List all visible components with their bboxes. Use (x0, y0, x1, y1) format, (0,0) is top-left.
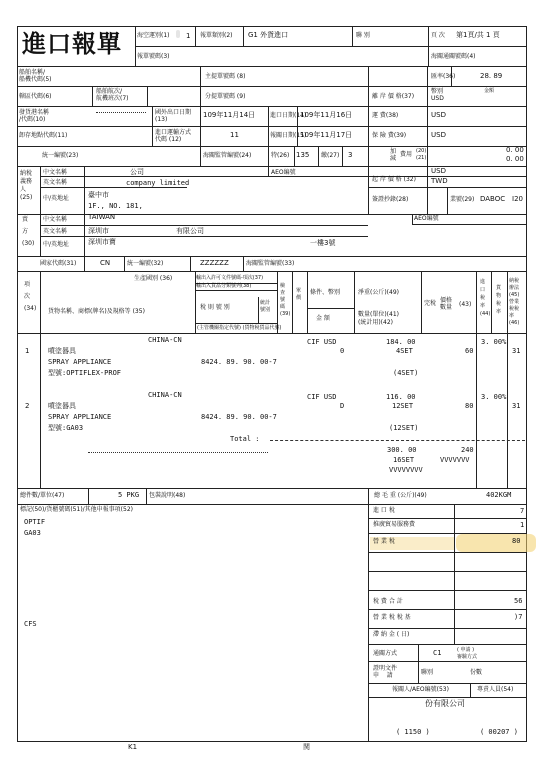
pkg-desc-label: 包裝說明(48) (149, 492, 186, 499)
importer-label: 納稅 義務 人 (25) (20, 170, 33, 201)
total-qty: 16SET (393, 456, 415, 464)
item-2-vat: 31 (512, 402, 521, 410)
item-2-name-en: SPRAY APPLIANCE (48, 413, 112, 421)
trade-fee-value: 1 (520, 521, 525, 529)
dest-label: 卸存地點代碼(11) (19, 132, 68, 139)
item-2-value: 80 (465, 402, 474, 410)
late-fee-label: 滯 納 金 ( 日) (373, 631, 410, 638)
pkg-value: 5 PKG (118, 491, 140, 499)
cfs-mark: CFS (24, 620, 37, 628)
terms-amount-label: 金額 (484, 88, 495, 94)
insure-label: 保 險 費(39) (372, 132, 407, 139)
country-value: CN (100, 259, 111, 267)
aeo-label: AEO編號 (271, 169, 296, 176)
duty-label: 進 口 稅 (373, 507, 395, 514)
net-header: 淨重(公斤)(49) (358, 289, 399, 296)
transport-value: 11 (230, 131, 239, 139)
total-qty-stat: VVVVVVVV (389, 466, 423, 474)
broker-label: 業號(29) (450, 196, 475, 203)
vat-highlight (456, 534, 536, 552)
seller-addr-value-2: 一樓3號 (310, 239, 336, 247)
proof-value-2: 份數 (470, 669, 483, 676)
import-date-label: 進口日期(14) (270, 112, 307, 119)
foot-note-header: (主管機關指定代號) (貨物稅貨品代號) (197, 325, 282, 331)
page-value: 第1頁/共 1 頁 (456, 31, 500, 39)
item-2-no: 2 (25, 402, 30, 410)
add-value-2: 0. 00 (506, 155, 524, 163)
broker-number: I20 (512, 195, 523, 203)
origin-header: 生產國別 (36) (134, 275, 173, 282)
page-label: 頁 次 (431, 32, 445, 39)
item-1-net: 184. 00 (386, 338, 416, 346)
terms-currency: 幣別 USD (431, 88, 444, 102)
seller-addr-value-1: 深圳市寶 (88, 238, 116, 246)
qty-header: 數量(單位)(41) (統計用)(42) (358, 311, 399, 326)
cn-addr-label: 中/英地址 (43, 195, 70, 202)
item-1-name-en: SPRAY APPLIANCE (48, 358, 112, 366)
broker-aeo-label: 報關人/AEO編號(53) (392, 686, 449, 693)
officer-label: 專責人員(54) (477, 686, 514, 693)
tax-total-label: 稅 費 合 計 (373, 598, 403, 605)
transport-label: 進口運輸方式 代碼 (12) (155, 129, 192, 143)
gross-value: 402KGM (486, 491, 512, 499)
seller-en-value-2: 有限公司 (176, 227, 204, 235)
stat-header: 統計 號別 (260, 300, 271, 313)
pkg-label: 總件數/單位(47) (20, 492, 65, 499)
vat-value: 80 (512, 537, 521, 545)
item-1-name-cn: 噴塗器具 (48, 347, 76, 355)
link-label: 聯 別 (356, 32, 370, 39)
add-codes: (20) (21) (416, 148, 427, 161)
amount-header: 金 額 (316, 315, 330, 322)
seller-addr-label: 中/英地址 (43, 241, 70, 248)
seller-en-label: 英文名稱 (43, 228, 68, 235)
item-2-qty: 12SET (392, 402, 414, 410)
item-2-origin: CHINA-CN (148, 391, 182, 399)
item-1-vat: 31 (512, 347, 521, 355)
item-2-qty-stat: (12SET) (389, 424, 419, 432)
item-1-model: 型號:OPTIFLEX-PROF (48, 369, 122, 377)
marks-label: 標記(50)/貨櫃號碼(51)/其他申報事項(52) (20, 506, 133, 513)
export-date-label: 國外出口日期 (13) (155, 109, 192, 123)
goods-rate-header: 貨 物 稅 率 (496, 285, 502, 315)
trade-fee-label: 推廣貿易服務費 (373, 521, 416, 528)
desc-header: 貨物名稱、商標(牌名)及規格等 (35) (48, 308, 145, 315)
decl-type-label: 報單類別(2) (200, 32, 233, 39)
rate-label: 匯率(36) (431, 73, 456, 80)
item-1-no: 1 (25, 347, 30, 355)
total-value-stat: VVVVVVV (440, 456, 470, 464)
customs-num-label: 海空運別(1) (137, 32, 170, 39)
customs-trans-label: 海關通關號碼(4) (431, 53, 476, 60)
decl-type-value: G1 外貨進口 (248, 31, 289, 39)
biz-tax-value: )7 (514, 613, 523, 621)
total-label: 起 岸 價 格 (32) (372, 176, 416, 183)
total-currency-twd: TWD (431, 177, 448, 185)
item-2-tariff: 8424. 89. 90. 00-7 (201, 413, 277, 421)
freight-currency: USD (431, 111, 446, 119)
value-code-header: (43) (459, 301, 472, 308)
terms-label: 離 岸 價 格(37) (372, 93, 415, 100)
seller-en-value-1: 深圳市 (88, 227, 109, 235)
tariff-header: 稅 則 號 別 (200, 304, 230, 311)
company-value: 份有限公司 (425, 699, 465, 708)
item-2-name-cn: 噴塗器具 (48, 402, 76, 410)
master-bl-label: 主提單號碼 (8) (205, 73, 246, 80)
value-header: 價格 數量 (440, 297, 453, 311)
seller-label: 賣 方 (30) (22, 216, 35, 247)
freight-label: 運 費(38) (372, 112, 399, 119)
item-no-header: 項 次 (34) (24, 281, 37, 312)
seller-aeo-label: AEO編號 (414, 215, 439, 222)
gross-label: 總 毛 重 (公斤)(49) (374, 492, 427, 499)
seller-cn-label: 中文名稱 (43, 216, 68, 223)
clear-value: C1 (433, 649, 442, 657)
vat-label: 營 業 稅 (373, 538, 395, 545)
export-date: 109年11月14日 (203, 111, 256, 119)
bond-value: 3 (348, 151, 353, 159)
bonded-header: 輸出入貨品分類號列(38) (196, 283, 252, 289)
cn-addr-value-1: 臺中市 (88, 191, 109, 199)
vessel-label: 船舶名稱/ 船機代碼(5) (19, 69, 52, 83)
apply-label: ( 申請 ) 審驗方式 (457, 647, 478, 660)
clear-label: 通關方式 (373, 650, 398, 657)
add-value-1: 0. 00 (506, 146, 524, 154)
footer-left: K1 (128, 743, 138, 751)
marks-1: OPTIF (24, 518, 46, 526)
import-rate-header: 進 口 稅 率 (44) (480, 279, 491, 317)
broker-value: DABOC (480, 195, 506, 203)
officer-code: ( 00207 ) (480, 728, 518, 736)
cn-name-value: 公司 (130, 168, 144, 176)
form-title: 進口報單 (22, 30, 122, 58)
en-name-value: company limited (126, 179, 190, 187)
seller-tax-label: 統一編號(32) (127, 260, 164, 267)
item-2-terms: CIF USD (307, 393, 337, 401)
insure-currency: USD (431, 131, 446, 139)
decl-no-label: 報單號碼(3) (137, 53, 170, 60)
item-1-origin: CHINA-CN (148, 336, 182, 344)
import-date: 109年11月16日 (300, 111, 353, 119)
cn-name-label: 中文名稱 (43, 169, 68, 176)
pickup-label: 轄區代碼(6) (19, 93, 52, 100)
proof-label: 證明文件 申 請 (373, 665, 398, 679)
item-1-terms: CIF USD (307, 338, 337, 346)
add-label: 加 減 (390, 148, 397, 162)
decl-date: 109年11月17日 (300, 131, 353, 139)
vat-rate-header: 納稅 辦法 (45) 營業 稅稅 率 (46) (509, 278, 520, 326)
item-1-value: 60 (465, 347, 474, 355)
rate-value: 28. 89 (480, 72, 503, 80)
item-1-qty: 4SET (396, 347, 413, 355)
cn-addr-value-2: 1F., NO. 181, (88, 202, 143, 210)
item-2-rate: 3. 00% (481, 393, 507, 401)
loadport-label: 發貨港名稱 /代碼(10) (19, 109, 50, 123)
item-1-qty-stat: (4SET) (393, 369, 419, 377)
broker-code: ( 1150 ) (396, 728, 430, 736)
total-label: Total : (230, 435, 260, 443)
tax-id-label: 統一編號(23) (42, 152, 79, 159)
decl-date-label: 報關日期(15) (270, 132, 307, 139)
item-1-tariff: 8424. 89. 90. 00-7 (201, 358, 277, 366)
item-1-amount: 0 (340, 347, 345, 355)
permit-header: 輸出入許可文件號碼-項次(37) (196, 275, 264, 281)
seller-cn-value: TAIWAN (88, 213, 116, 221)
special-label: 特(26) (271, 152, 290, 159)
biz-tax-label: 營 業 稅 稅 基 (373, 614, 411, 621)
special-value: 135 (296, 151, 310, 159)
monitor-label: 海關監管編號(24) (203, 152, 252, 159)
seller-monitor-label: 海關監管編號(33) (246, 260, 295, 267)
bond-label: 繳(27) (321, 152, 340, 159)
customs-num-value: 1 (186, 32, 191, 40)
house-bl-label: 分提單號碼 (9) (205, 93, 246, 100)
tax-total-value: 56 (514, 597, 523, 605)
cust-hold-label: 簽證抄錄(28) (372, 196, 409, 203)
item-1-rate: 3. 00% (481, 338, 507, 346)
unit-header: 單 價 (296, 288, 302, 301)
total-net: 300. 00 (387, 446, 417, 454)
item-2-amount: D (340, 402, 345, 410)
tax-base-header: 完稅 (424, 300, 437, 307)
proof-value-1: 聯別 (421, 669, 434, 676)
country-label: 國家代碼(31) (40, 260, 77, 267)
marks-2: GA03 (24, 529, 41, 537)
check-header: 檢 查 號 碼 (39) (280, 283, 291, 317)
total-value: 240 (461, 446, 474, 454)
voyage-label: 船舶航次/ 航機班次(7) (96, 88, 129, 102)
item-2-net: 116. 00 (386, 393, 416, 401)
item-2-model: 型號:GA03 (48, 424, 84, 432)
terms-header: 條件、幣別 (310, 289, 341, 296)
en-name-label: 英文名稱 (43, 179, 68, 186)
footer-mid: 関 (303, 743, 310, 751)
add-label-fee: 費用 (400, 151, 413, 158)
duty-value: 7 (520, 507, 525, 515)
seller-tax-value: ZZZZZZ (200, 259, 229, 267)
total-currency-usd: USD (431, 167, 446, 175)
